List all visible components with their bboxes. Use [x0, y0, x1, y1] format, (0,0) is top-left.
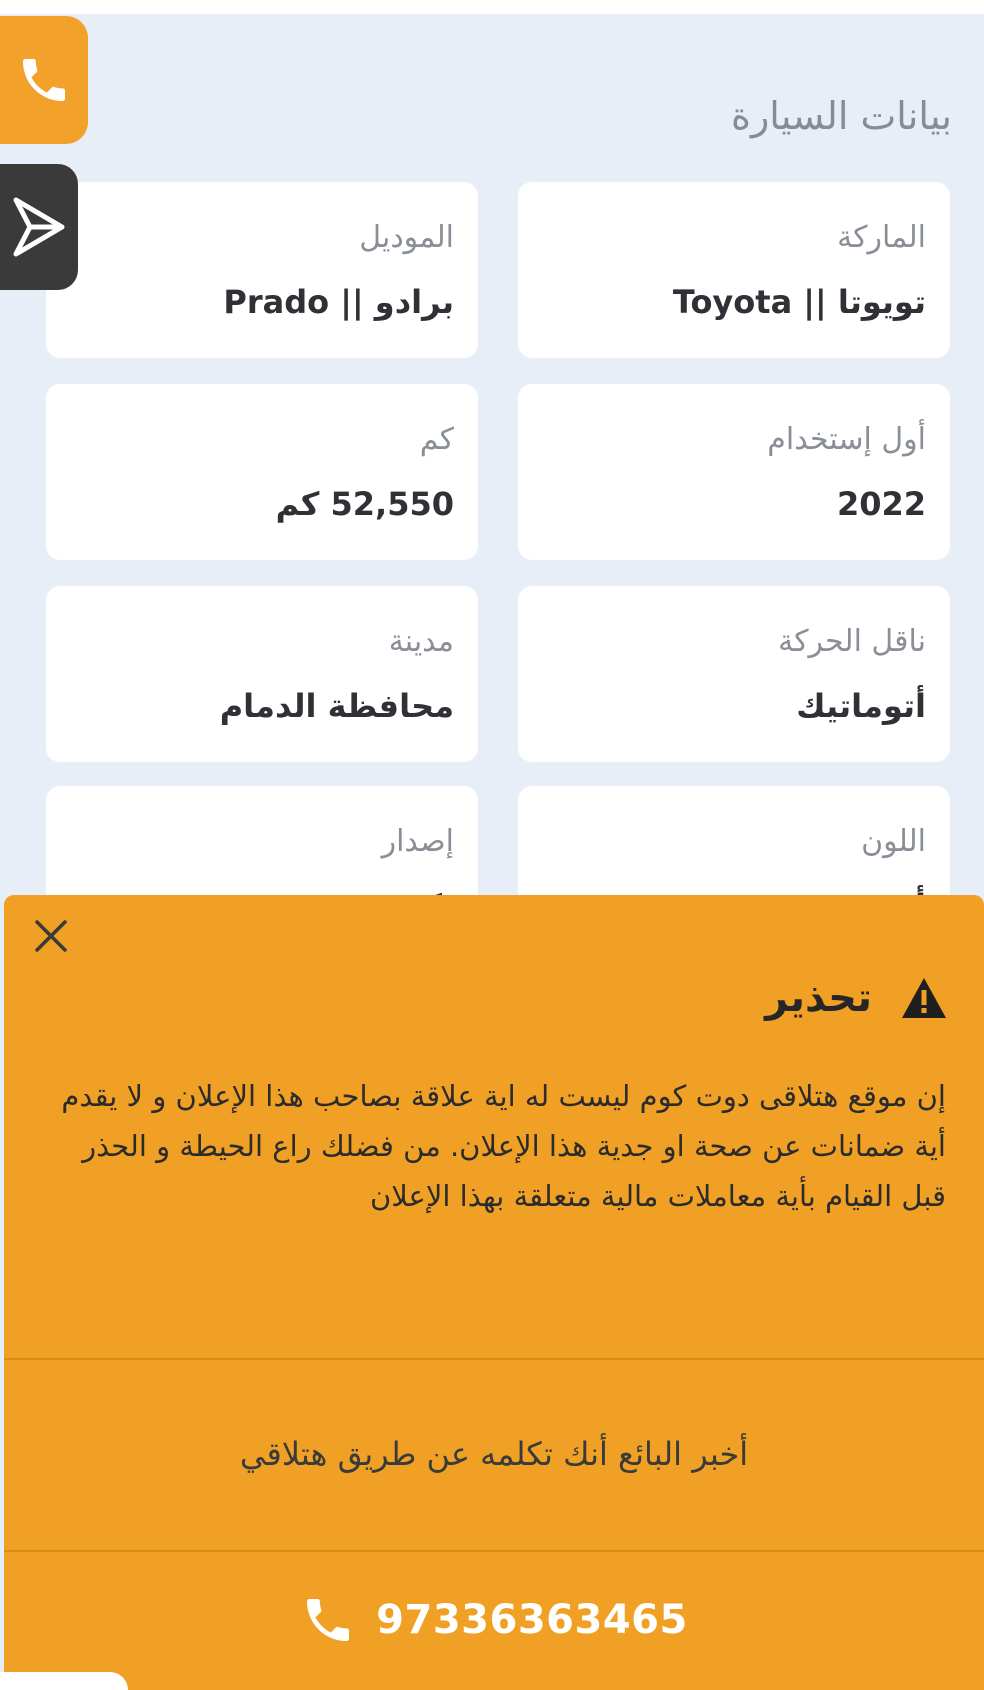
section-title: بيانات السيارة	[731, 94, 952, 138]
bottom-corner	[0, 1672, 128, 1690]
warning-sheet	[4, 895, 984, 1690]
phone-number: 97336363465	[376, 1597, 688, 1643]
card-label: الماركة	[837, 220, 926, 255]
card-label: ناقل الحركة	[778, 624, 926, 659]
card-value: تويوتا || Toyota	[672, 283, 926, 321]
warning-icon	[900, 976, 948, 1020]
close-icon	[33, 918, 69, 954]
card-model	[46, 182, 478, 358]
call-button[interactable]	[0, 16, 88, 144]
phone-icon	[16, 52, 72, 108]
divider	[4, 1550, 984, 1552]
close-button[interactable]	[26, 911, 76, 961]
divider	[4, 1358, 984, 1360]
card-brand	[518, 182, 950, 358]
phone-icon	[300, 1592, 356, 1648]
phone-call-button[interactable]	[4, 1585, 984, 1655]
card-label: إصدار	[381, 824, 454, 859]
share-button[interactable]	[0, 164, 78, 290]
card-value: 52,550 كم	[275, 485, 454, 523]
warning-title: تحذير	[765, 975, 872, 1021]
card-label: أول إستخدام	[767, 422, 926, 457]
warning-header	[765, 975, 948, 1021]
card-value: أتوماتيك	[796, 687, 926, 725]
card-mileage	[46, 384, 478, 560]
card-transmission	[518, 586, 950, 762]
card-label: كم	[419, 422, 454, 457]
warning-text: إن موقع هتلاقى دوت كوم ليست له اية علاقة بصاحب هذا الإعلان و لا يقدم أية ضمانات عن صحة او جدية هذا الإعلان. من فضلك راع الحيطة و الحذر قبل القيام بأية معاملات مالية متعلقة بهذا الإعلان	[61, 1079, 946, 1213]
card-label: مدينة	[388, 624, 454, 659]
card-value: برادو || Prado	[223, 283, 454, 321]
card-first-use	[518, 384, 950, 560]
card-label: الموديل	[359, 220, 454, 255]
card-city	[46, 586, 478, 762]
tell-seller-text: أخبر البائع أنك تكلمه عن طريق هتلاقي	[239, 1435, 749, 1473]
card-value: محافظة الدمام	[219, 687, 454, 725]
card-label: اللون	[861, 824, 926, 859]
card-value: 2022	[836, 485, 926, 523]
share-icon	[10, 192, 68, 262]
